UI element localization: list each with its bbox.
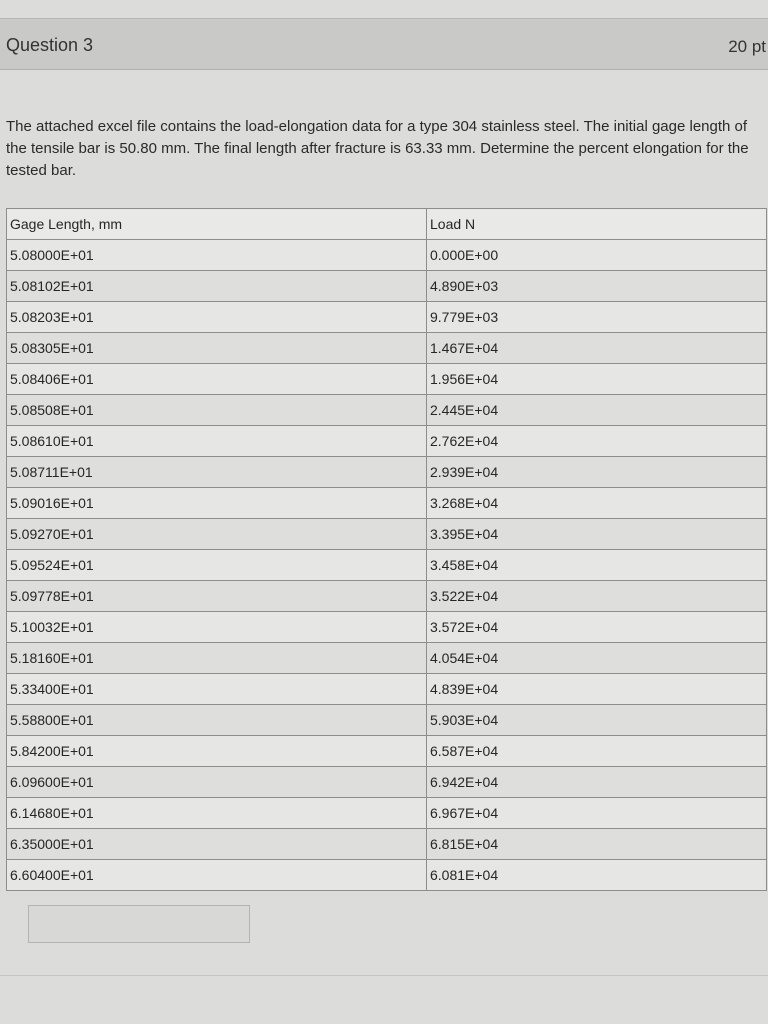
table-row <box>7 519 767 550</box>
table-row <box>7 395 767 426</box>
table-row <box>7 426 767 457</box>
load-cell: 3.395E+04 <box>427 519 767 550</box>
table-row <box>7 457 767 488</box>
question-text: The attached excel file contains the load-elongation data for a type 304 stainless steel. The initial gage length of the tensile bar is 50.80 mm. The final length after fracture is 63.33 mm. Determine the percent elongation for the tested bar. <box>6 118 749 179</box>
load-cell: 6.587E+04 <box>427 736 767 767</box>
table-row <box>7 333 767 364</box>
column-header-load: Load N <box>427 209 767 240</box>
load-cell: 4.839E+04 <box>427 674 767 705</box>
gage-length-cell: 5.09270E+01 <box>7 519 427 550</box>
load-cell: 3.458E+04 <box>427 550 767 581</box>
table-row <box>7 643 767 674</box>
table-row <box>7 550 767 581</box>
table-header-row <box>7 209 767 240</box>
table-row <box>7 705 767 736</box>
gage-length-cell: 5.08000E+01 <box>7 240 427 271</box>
load-cell: 3.268E+04 <box>427 488 767 519</box>
table-body <box>7 240 767 891</box>
load-cell: 6.967E+04 <box>427 798 767 829</box>
table-row <box>7 798 767 829</box>
load-cell: 5.903E+04 <box>427 705 767 736</box>
gage-length-cell: 5.18160E+01 <box>7 643 427 674</box>
gage-length-cell: 5.08610E+01 <box>7 426 427 457</box>
table-row <box>7 240 767 271</box>
question-points: 20 pt <box>728 37 766 56</box>
gage-length-cell: 5.08305E+01 <box>7 333 427 364</box>
load-cell: 6.815E+04 <box>427 829 767 860</box>
table-row <box>7 612 767 643</box>
load-cell: 0.000E+00 <box>427 240 767 271</box>
load-cell: 1.956E+04 <box>427 364 767 395</box>
gage-length-cell: 5.33400E+01 <box>7 674 427 705</box>
load-cell: 9.779E+03 <box>427 302 767 333</box>
gage-length-cell: 6.09600E+01 <box>7 767 427 798</box>
load-cell: 6.081E+04 <box>427 860 767 891</box>
gage-length-cell: 5.09524E+01 <box>7 550 427 581</box>
table-row <box>7 302 767 333</box>
load-cell: 3.572E+04 <box>427 612 767 643</box>
gage-length-cell: 5.09016E+01 <box>7 488 427 519</box>
table-row <box>7 488 767 519</box>
table-row <box>7 581 767 612</box>
load-cell: 6.942E+04 <box>427 767 767 798</box>
gage-length-cell: 5.58800E+01 <box>7 705 427 736</box>
table-row <box>7 674 767 705</box>
gage-length-cell: 6.14680E+01 <box>7 798 427 829</box>
gage-length-cell: 5.09778E+01 <box>7 581 427 612</box>
divider <box>0 975 768 976</box>
gage-length-cell: 5.08711E+01 <box>7 457 427 488</box>
load-cell: 2.445E+04 <box>427 395 767 426</box>
question-title: Question 3 <box>6 35 94 55</box>
table-row <box>7 271 767 302</box>
question-header <box>0 18 768 70</box>
table-row <box>7 364 767 395</box>
load-cell: 1.467E+04 <box>427 333 767 364</box>
gage-length-cell: 5.84200E+01 <box>7 736 427 767</box>
gage-length-cell: 6.60400E+01 <box>7 860 427 891</box>
table-row <box>7 736 767 767</box>
gage-length-cell: 5.08203E+01 <box>7 302 427 333</box>
table-row <box>7 767 767 798</box>
table-row <box>7 860 767 891</box>
gage-length-cell: 5.08102E+01 <box>7 271 427 302</box>
column-header-gage-length: Gage Length, mm <box>7 209 427 240</box>
load-cell: 4.890E+03 <box>427 271 767 302</box>
data-table <box>6 208 767 891</box>
answer-input[interactable] <box>28 905 250 943</box>
gage-length-cell: 5.10032E+01 <box>7 612 427 643</box>
load-cell: 2.762E+04 <box>427 426 767 457</box>
gage-length-cell: 5.08508E+01 <box>7 395 427 426</box>
gage-length-cell: 5.08406E+01 <box>7 364 427 395</box>
load-cell: 2.939E+04 <box>427 457 767 488</box>
gage-length-cell: 6.35000E+01 <box>7 829 427 860</box>
table-row <box>7 829 767 860</box>
load-cell: 3.522E+04 <box>427 581 767 612</box>
load-cell: 4.054E+04 <box>427 643 767 674</box>
